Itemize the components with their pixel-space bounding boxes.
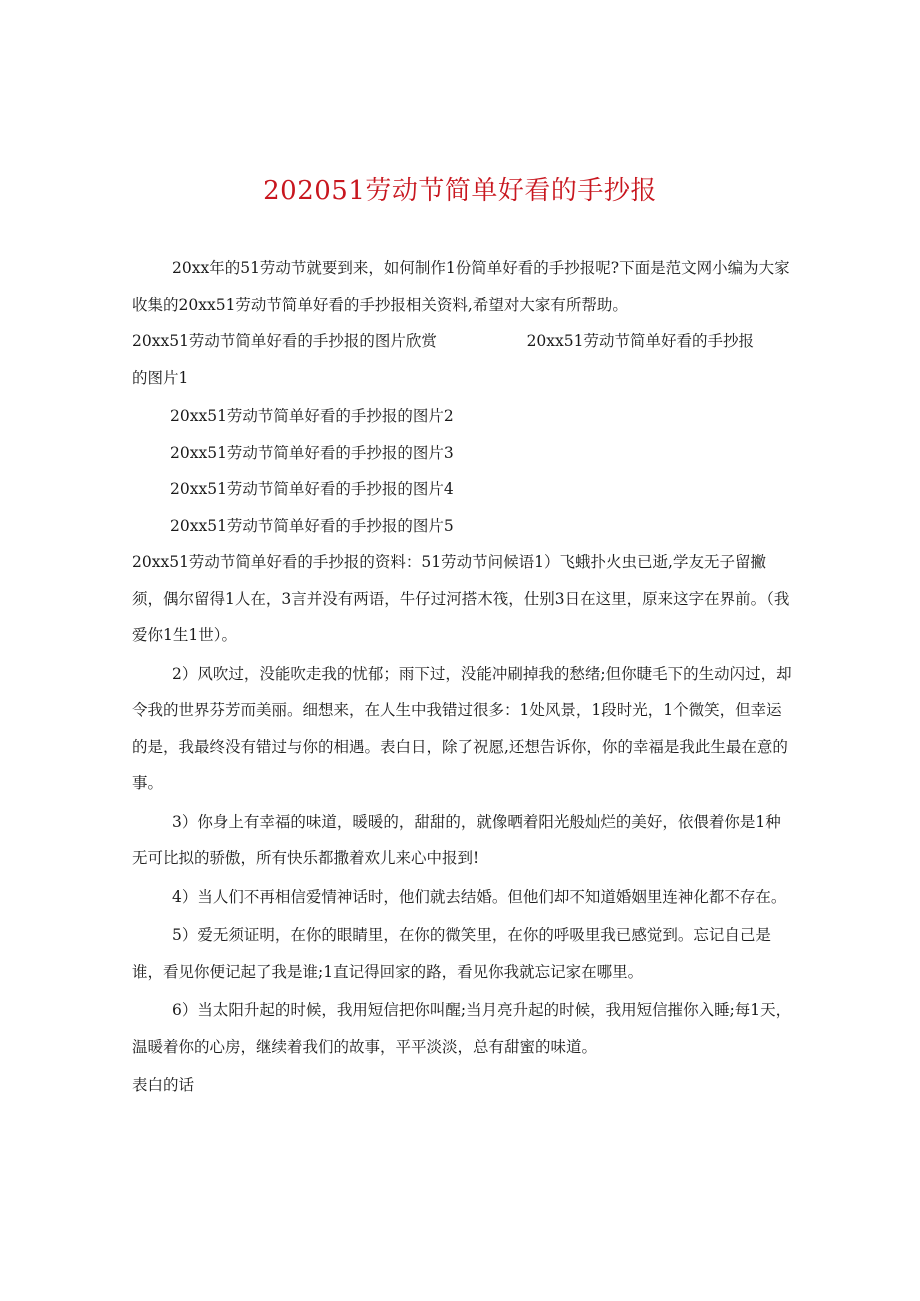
- greetings-intro-paragraph: 20xx51劳动节简单好看的手抄报的资料：51劳动节问候语1）飞蛾扑火虫已逝,学友无子留撇须，偶尔留得1人在，3言并没有两语，牛仔过河搭木筏，仕别3日在这里，原来这字在界前。（我爱你1生1世）。: [132, 553, 790, 644]
- gallery-item-2: 20xx51劳动节简单好看的手抄报的图片2: [170, 407, 454, 425]
- gallery-item-1: 20xx51劳动节简单好看的手抄报: [526, 332, 754, 350]
- greeting-paragraph-3: 3）你身上有幸福的味道，暖暖的，甜甜的，就像晒着阳光般灿烂的美好，依偎着你是1种无可比拟的骄傲，所有快乐都撒着欢儿来心中报到!: [132, 812, 781, 867]
- gallery-item-4: 20xx51劳动节简单好看的手抄报的图片4: [170, 480, 454, 498]
- greeting-paragraph-4: 4）当人们不再相信爱情神话时，他们就去结婚。但他们却不知道婚姻里连神化都不存在。: [172, 887, 787, 906]
- closing-heading: 表白的话: [132, 1076, 195, 1094]
- document-body: [132, 250, 792, 1104]
- greeting-paragraph-6: 6）当太阳升起的时候，我用短信把你叫醒;当月亮升起的时候，我用短信摧你入睡;每1天，温暖着你的心房，继续着我们的故事，平平淡淡，总有甜蜜的味道。: [132, 1001, 792, 1056]
- gallery-item-3: 20xx51劳动节简单好看的手抄报的图片3: [170, 443, 454, 462]
- greeting-paragraph-5: 5）爱无须证明，在你的眼睛里，在你的微笑里，在你的呼吸里我已感觉到。忘记自己是谁，看见你便记起了我是谁;1直记得回家的路，看见你我就忘记家在哪里。: [132, 926, 771, 981]
- gallery-heading-line: [132, 323, 792, 360]
- intro-paragraph: 20xx年的51劳动节就要到来，如何制作1份简单好看的手抄报呢?下面是范文网小编为大家收集的20xx51劳动节简单好看的手抄报相关资料,希望对大家有所帮助。: [132, 259, 790, 314]
- gallery-item-5: 20xx51劳动节简单好看的手抄报的图片5: [170, 516, 454, 535]
- greeting-paragraph-2: 2）风吹过，没能吹走我的忧郁；雨下过，没能冲刷掉我的愁绪;但你睫毛下的生动闪过，却令我的世界芬芳而美丽。细想来，在人生中我错过很多：1处风景，1段时光，1个微笑，但幸运的是，我最终没有错过与你的相遇。表白日，除了祝愿,还想告诉你，你的幸福是我此生最在意的事。: [132, 664, 792, 792]
- gallery-item-1-tail: 的图片1: [132, 368, 189, 387]
- gallery-heading: 20xx51劳动节简单好看的手抄报的图片欣赏: [132, 332, 437, 350]
- page-title: 202051劳动节简单好看的手抄报: [263, 176, 657, 206]
